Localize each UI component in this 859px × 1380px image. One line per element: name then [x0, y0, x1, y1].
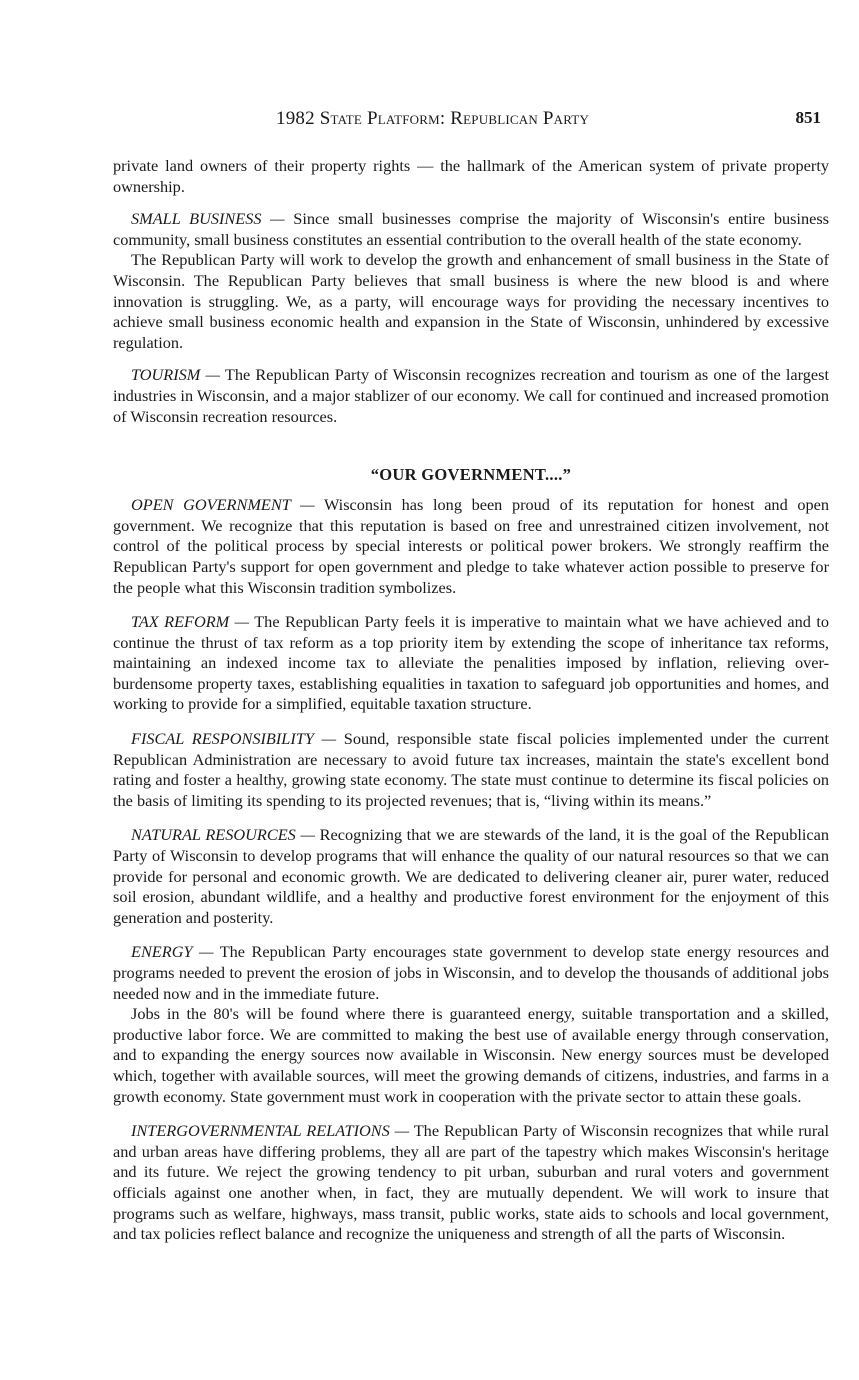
topic-energy: ENERGY —: [131, 942, 214, 962]
header-title-party: Republican Party: [450, 108, 590, 129]
running-head: [113, 108, 829, 134]
header-colon: :: [439, 108, 446, 129]
paragraph-tourism: [113, 365, 829, 427]
topic-open-government: OPEN GOVERNMENT —: [131, 495, 315, 515]
text-natural-resources: Recognizing that we are stewards of the land, it is the goal of the Republican Party of Wisconsin to develop programs that will enhance the quality of our natural resources so that we can provide for personal and economic growth. We are dedicated to delivering cleaner air, purer water, reduced soil erosion, abundant wildlife, and a healthy and productive forest environment for the enjoyment of this generation and posterity.: [113, 825, 829, 927]
text-fiscal-responsibility: Sound, responsible state fiscal policies implemented under the current Republican Administration are necessary to avoid future tax increases, maintain the state's excellent bond rating and foster a healthy, growing state economy. The state must continue to determine its fiscal policies on the basis of limiting its spending to its projected revenues; that is, “living within its means.”: [113, 729, 829, 810]
document-page: [113, 108, 829, 1245]
page-number: 851: [795, 108, 821, 127]
paragraph-energy: [113, 942, 829, 1004]
topic-tourism: TOURISM —: [131, 365, 221, 385]
text-tax-reform: The Republican Party feels it is imperative to maintain what we have achieved and to continue the thrust of tax reform as a top priority item by extending the scope of inheritance tax reforms, maintaining an indexed income tax to alleviate the penalities imposed by inflation, relieving over-burdensome property taxes, establishing equalities in taxation to safeguard job opportunities and homes, and working to provide for a simplified, equitable taxation structure.: [113, 612, 829, 714]
section-heading: “OUR GOVERNMENT....”: [370, 465, 572, 485]
text-energy: The Republican Party encourages state government to develop state energy resources and programs needed to prevent the erosion of jobs in Wisconsin, and to develop the thousands of additional jobs needed now and in the immediate future.: [113, 942, 829, 1003]
paragraph-intergovernmental: [113, 1121, 829, 1245]
paragraph-energy-2: Jobs in the 80's will be found where there is guaranteed energy, suitable transportation and a skilled, productive labor force. We are committed to making the best use of available energy through conservation, and to expanding the energy sources now available in Wisconsin. New energy sources must be developed which, together with available sources, will meet the growing demands of citizens, industries, and farms in a growth economy. State government must work in cooperation with the private sector to attain these goals.: [113, 1004, 829, 1106]
text-open-government: Wisconsin has long been proud of its reputation for honest and open government. We recognize that this reputation is based on free and unrestrained citizen involvement, not control of the political process by special interests or political power brokers. We strongly reaffirm the Republican Party's support for open government and pledge to take whatever action possible to preserve for the people what this Wisconsin tradition symbolizes.: [113, 495, 829, 597]
header-title-main: State Platform: [319, 108, 440, 129]
paragraph-fiscal-responsibility: [113, 729, 829, 811]
topic-tax-reform: TAX REFORM —: [131, 612, 250, 632]
paragraph-continuation: private land owners of their property rights — the hallmark of the American system of private property ownership.: [113, 156, 829, 196]
paragraph-small-business-2: The Republican Party will work to develop the growth and enhancement of small business in the State of Wisconsin. The Republican Party believes that small business is where the new blood is and where innovation is struggling. We, as a party, will encourage ways for providing the necessary incentives to achieve small business economic health and expansion in the State of Wisconsin, unhindered by excessive regulation.: [113, 250, 829, 352]
text-small-business: Since small businesses comprise the majority of Wisconsin's entire business community, small business constitutes an essential contribution to the overall health of the state economy.: [113, 209, 829, 249]
header-year: 1982: [276, 108, 315, 129]
paragraph-open-government: [113, 495, 829, 598]
topic-fiscal-responsibility: FISCAL RESPONSIBILITY —: [131, 729, 337, 749]
paragraph-tax-reform: [113, 612, 829, 715]
topic-small-business: SMALL BUSINESS —: [131, 209, 285, 229]
paragraph-natural-resources: [113, 825, 829, 928]
text-tourism: The Republican Party of Wisconsin recognizes recreation and tourism as one of the largest industries in Wisconsin, and a major stablizer of our economy. We call for continued and increased promotion of Wisconsin recreation resources.: [113, 365, 829, 426]
topic-natural-resources: NATURAL RESOURCES —: [131, 825, 315, 845]
text-intergovernmental: The Republican Party of Wisconsin recognizes that while rural and urban areas have differing problems, they all are part of the tapestry which makes Wisconsin's heritage and its future. We reject the growing tendency to pit urban, suburban and rural voters and government officials against one another when, in fact, they are mutually dependent. We will work to insure that programs such as welfare, highways, mass transit, public works, state aids to schools and local government, and tax policies reflect balance and recognize the uniqueness and strength of all the parts of Wisconsin.: [113, 1121, 829, 1244]
paragraph-small-business: [113, 209, 829, 250]
running-title: [276, 108, 589, 130]
topic-intergovernmental: INTERGOVERNMENTAL RELATIONS —: [131, 1121, 410, 1141]
